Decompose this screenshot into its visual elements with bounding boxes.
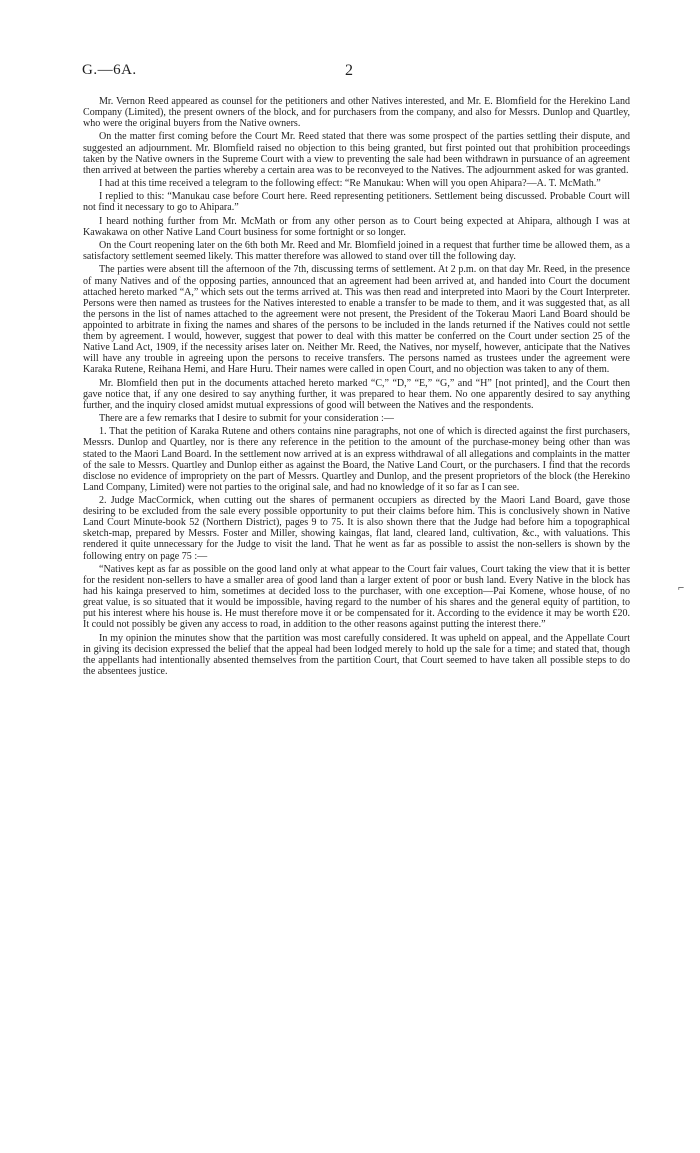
paragraph: I had at this time received a telegram to the following effect: “Re Manukau: When will you open Ahipara?—A. T. McMath.”: [99, 178, 601, 190]
paragraph: There are a few remarks that I desire to submit for your consideration :—: [99, 413, 394, 425]
paragraph: 2. Judge MacCormick, when cutting out the shares of permanent occupiers as directed by the Maori Land Board, gave those desiring to be excluded from the sale every possible opportunity to put their claims before him. This is conclusively shown in Native Land Court Minute-book 52 (Northern District), pages 9 to 75. It is also shown there that the Judge had before him a topographical sketch-map, prepared by Messrs. Foster and Miller, showing kaingas, flat land, cleared land, cultivation, &c., with valuations. This rendered it quite unnecessary for the Judge to visit the land. That he went as far as possible to assist the non-sellers is shown by the following entry on page 75 :—: [83, 495, 630, 562]
paragraph: In my opinion the minutes show that the partition was most carefully considered. It was upheld on appeal, and the Appellate Court in giving its decision expressed the belief that the appeal had been lodged merely to hold up the sale for a time; and stated that, though the appellants had intentionally absented themselves from the partition Court, that Court seemed to have taken all possible steps to do the absentees justice.: [83, 632, 630, 677]
document-body: [83, 96, 630, 679]
paragraph: I heard nothing further from Mr. McMath or from any other person as to Court being expected at Ahipara, although I was at Kawakawa on other Native Land Court business for some fortnight or so longer.: [83, 215, 630, 238]
paragraph: 1. That the petition of Karaka Rutene and others contains nine paragraphs, not one of which is directed against the first purchasers, Messrs. Dunlop and Quartley, nor is there any reference in the petition to the amount of the purchase-money being other than was stated to the Maori Land Board. In the settlement now arrived at is an express withdrawal of all allegations and complaints in the matter of the sale to Messrs. Quartley and Dunlop either as against the Board, the Native Land Court, or the purchasers. I find that the records disclose no evidence of impropriety on the part of Messrs. Quartley and Dunlop, and the present proprietors of the block (the Herekino Land Company, Limited) were not parties to the original sale, and had no knowledge of it so far as I can see.: [83, 426, 630, 493]
paragraph: I replied to this: “Manukau case before Court here. Reed representing petitioners. Settlement being discussed. Probable Court will not find it necessary to go to Ahipara.”: [83, 191, 630, 214]
page-number: 2: [345, 62, 353, 79]
paragraph: On the Court reopening later on the 6th both Mr. Reed and Mr. Blomfield joined in a request that further time be allowed them, as a satisfactory settlement seemed likely. This matter therefore was allowed to stand over till the following day.: [83, 240, 630, 263]
document-reference: G.—6A.: [82, 62, 137, 78]
page-header: [82, 62, 642, 82]
paragraph: The parties were absent till the afternoon of the 7th, discussing terms of settlement. At 2 p.m. on that day Mr. Reed, in the presence of many Natives and of the opposing parties, announced that an agreement had been arrived at, and handed into Court the document attached hereto marked “A,” which sets out the terms arrived at. This was then read and interpreted into Maori by the Court Interpreter. Persons were then named as trustees for the Natives interested to enable a transfer to be made to them, and it was suggested that, as all the persons in the list of names attached to the agreement were not present, the President of the Tokerau Maori Land Board should be appointed to arbitrate in fixing the names and shares of the persons to be included in the lands returned if the Natives could not settle them by agreement. I would, however, suggest that power to deal with this matter be conferred on the Court under section 25 of the Native Land Act, 1909, if the necessity arises later on. Neither Mr. Reed, the Natives, nor myself, however, anticipate that the Natives will have any trouble in agreeing upon the persons to receive transfers. The persons named as trustees under the agreement were Karaka Rutene, Reihana Hemi, and Hare Huru. Their names were called in open Court, and no objection was taken to any of them.: [83, 264, 630, 376]
paragraph: On the matter first coming before the Court Mr. Reed stated that there was some prospect of the parties settling their dispute, and suggested an adjournment. Mr. Blomfield raised no objection to this being granted, but first pointed out that prohibition proceedings taken by the Native owners in the Supreme Court with a view to preventing the sale had been withdrawn in pursuance of an agreement then arrived at between the parties whereby a certain area was to be reconveyed to the Natives. The adjournment asked for was granted.: [83, 131, 630, 176]
quoted-paragraph: “Natives kept as far as possible on the good land only at what appear to the Court fair values, Court taking the view that it is better for the resident non-sellers to have a smaller area of good land than a larger extent of poor or bush land. Every Native in the block has had his kainga preserved to him, sometimes at decided loss to the purchaser, with one exception—Pai Komene, whose house, of no great value, is so situated that it would be impossible, having regard to the number of his shares and the general equity of partition, to put his interest where his house is. He must therefore move it or be compensated for it. According to the evidence it may be worth £20. It could not possibly be given any access to road, in addition to the other reasons against putting the interest there.”: [83, 563, 630, 631]
margin-mark: ⌐: [678, 582, 685, 594]
paragraph: Mr. Vernon Reed appeared as counsel for the petitioners and other Natives interested, and Mr. E. Blomfield for the Herekino Land Company (Limited), the present owners of the block, and for purchasers from the company, and also for Messrs. Dunlop and Quartley, who were the original buyers from the Native owners.: [83, 96, 630, 130]
paragraph: Mr. Blomfield then put in the documents attached hereto marked “C,” “D,” “E,” “G,” and “H” [not printed], and the Court then gave notice that, if any one desired to say anything further, it was prepared to hear them. No one apparently desired to say anything further, and the inquiry closed amidst mutual expressions of good will between the Natives and the respondents.: [83, 377, 630, 411]
